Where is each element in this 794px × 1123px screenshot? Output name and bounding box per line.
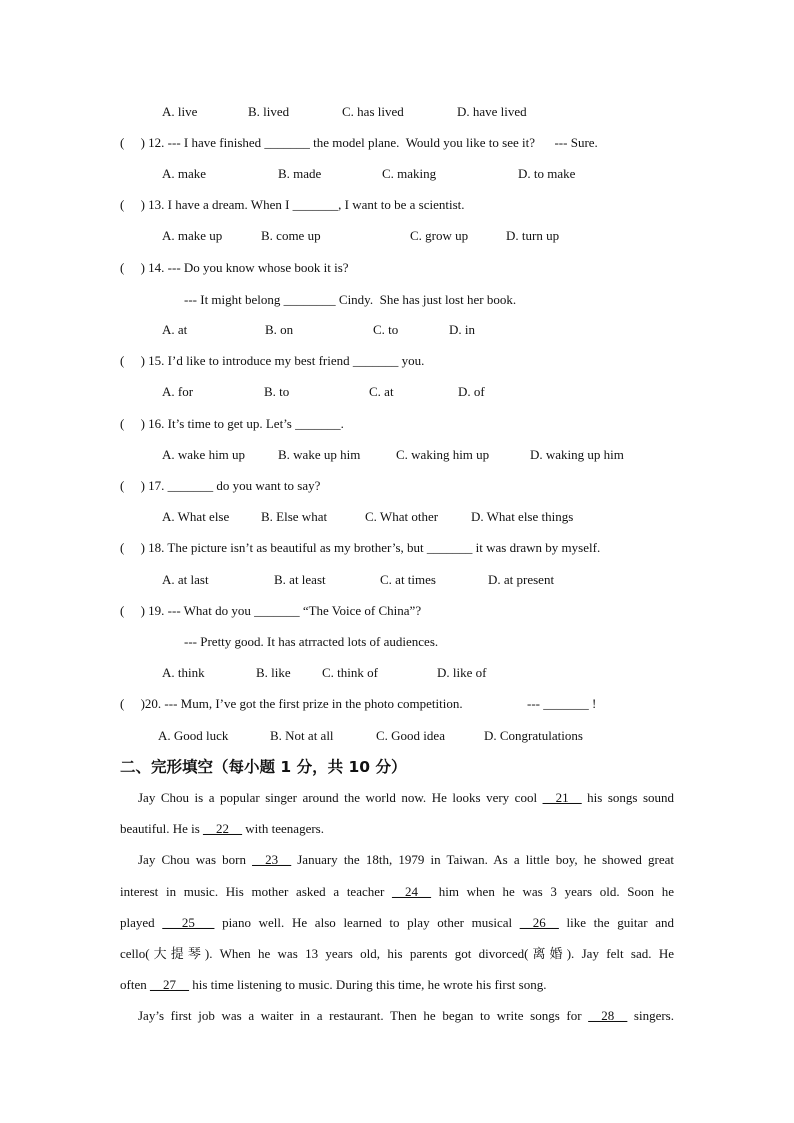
q14-option-c: C. to bbox=[373, 322, 399, 337]
q19-option-c: C. think of bbox=[322, 665, 378, 680]
q16-option-a: A. wake him up bbox=[162, 447, 246, 462]
passage-text: with teenagers. bbox=[245, 821, 324, 836]
passage-text: Jay Chou is a popular singer around the world now. He looks very cool bbox=[138, 790, 538, 805]
q20-reply: --- _______ ! bbox=[527, 696, 597, 711]
passage-text: him when he was 3 years old. Soon he bbox=[438, 884, 674, 899]
passage-text: piano well. He also learned to play other musical bbox=[222, 915, 513, 930]
q18-option-d: D. at present bbox=[488, 572, 555, 587]
q11-option-b: B. lived bbox=[248, 104, 290, 119]
q16-option-d: D. waking up him bbox=[530, 447, 624, 462]
passage-line bbox=[120, 1008, 674, 1024]
q11-option-c: C. has lived bbox=[342, 104, 404, 119]
passage-text: January the 18th, 1979 in Taiwan. As a little boy, he showed great bbox=[297, 852, 675, 867]
q15-option-b: B. to bbox=[264, 384, 290, 399]
blank-25: ___25___ bbox=[162, 915, 215, 930]
question-16: ( ) 16. It’s time to get up. Let’s _______. bbox=[120, 416, 344, 431]
passage-text: his songs sound bbox=[587, 790, 675, 805]
q14-reply: --- It might belong ________ Cindy. She has just lost her book. bbox=[184, 292, 517, 307]
q14-option-d: D. in bbox=[449, 322, 475, 337]
question-15: ( ) 15. I’d like to introduce my best friend _______ you. bbox=[120, 353, 425, 368]
blank-26: __26__ bbox=[519, 915, 559, 930]
q19-reply: --- Pretty good. It has atrracted lots of audiences. bbox=[184, 634, 439, 649]
q13-option-b: B. come up bbox=[261, 228, 321, 243]
q12-option-c: C. making bbox=[382, 166, 437, 181]
q11-option-a: A. live bbox=[162, 104, 198, 119]
question-19: ( ) 19. --- What do you _______ “The Voice of China”? bbox=[120, 603, 422, 618]
passage-text: like the guitar and bbox=[566, 915, 675, 930]
question-20: ( )20. --- Mum, I’ve got the first prize in the photo competition. bbox=[120, 696, 463, 711]
q13-option-d: D. turn up bbox=[506, 228, 560, 243]
q12-option-d: D. to make bbox=[518, 166, 576, 181]
passage-text: interest in music. His mother asked a teacher bbox=[120, 884, 385, 899]
question-17: ( ) 17. _______ do you want to say? bbox=[120, 478, 321, 493]
q18-option-c: C. at times bbox=[380, 572, 436, 587]
blank-28: __28__ bbox=[588, 1008, 628, 1023]
q20-option-d: D. Congratulations bbox=[484, 728, 583, 743]
q13-option-a: A. make up bbox=[162, 228, 223, 243]
section-heading-cloze: 二、完形填空（每小题 1 分，共 10 分） bbox=[120, 758, 407, 776]
passage-text: his time listening to music. During this time, he wrote his first song. bbox=[192, 977, 547, 992]
passage-text: beautiful. He is bbox=[120, 821, 200, 836]
blank-23: __23__ bbox=[252, 852, 292, 867]
passage-line bbox=[120, 884, 674, 900]
q16-option-c: C. waking him up bbox=[396, 447, 490, 462]
passage-text: Jay’s first job was a waiter in a restaurant. Then he began to write songs for bbox=[138, 1008, 582, 1023]
question-14: ( ) 14. --- Do you know whose book it is? bbox=[120, 260, 349, 275]
passage-text: singers. bbox=[633, 1008, 674, 1023]
passage-line bbox=[120, 821, 674, 837]
q17-option-c: C. What other bbox=[365, 509, 439, 524]
question-13: ( ) 13. I have a dream. When I _______, I want to be a scientist. bbox=[120, 197, 465, 212]
q19-option-a: A. think bbox=[162, 665, 205, 680]
passage-text: played bbox=[120, 915, 155, 930]
passage-line bbox=[120, 790, 674, 806]
q19-option-b: B. like bbox=[256, 665, 291, 680]
q17-option-b: B. Else what bbox=[261, 509, 328, 524]
passage-text: Jay Chou was born bbox=[138, 852, 246, 867]
q15-option-a: A. for bbox=[162, 384, 194, 399]
q20-option-b: B. Not at all bbox=[270, 728, 334, 743]
q18-option-b: B. at least bbox=[274, 572, 326, 587]
blank-22: __22__ bbox=[203, 821, 243, 836]
passage-line bbox=[120, 977, 674, 993]
q12-option-b: B. made bbox=[278, 166, 322, 181]
q14-option-b: B. on bbox=[265, 322, 294, 337]
q16-option-b: B. wake up him bbox=[278, 447, 361, 462]
q20-option-c: C. Good idea bbox=[376, 728, 445, 743]
q15-option-c: C. at bbox=[369, 384, 394, 399]
q19-option-d: D. like of bbox=[437, 665, 487, 680]
q17-option-a: A. What else bbox=[162, 509, 230, 524]
q13-option-c: C. grow up bbox=[410, 228, 469, 243]
passage-text: often bbox=[120, 977, 147, 992]
q11-option-d: D. have lived bbox=[457, 104, 527, 119]
blank-21: __21__ bbox=[542, 790, 582, 805]
q20-option-a: A. Good luck bbox=[158, 728, 229, 743]
q18-option-a: A. at last bbox=[162, 572, 209, 587]
blank-24: __24__ bbox=[392, 884, 432, 899]
q15-option-d: D. of bbox=[458, 384, 485, 399]
question-18: ( ) 18. The picture isn’t as beautiful as my brother’s, but _______ it was drawn by myself. bbox=[120, 540, 601, 555]
passage-line bbox=[120, 915, 674, 931]
passage-line bbox=[120, 852, 674, 868]
question-12: ( ) 12. --- I have finished _______ the model plane. Would you like to see it? --- Sure. bbox=[120, 135, 598, 150]
passage-line: cello(大提琴). When he was 13 years old, his parents got divorced(离婚). Jay felt sad. He bbox=[120, 946, 674, 961]
q14-option-a: A. at bbox=[162, 322, 188, 337]
q12-option-a: A. make bbox=[162, 166, 207, 181]
q17-option-d: D. What else things bbox=[471, 509, 574, 524]
blank-27: __27__ bbox=[149, 977, 189, 992]
